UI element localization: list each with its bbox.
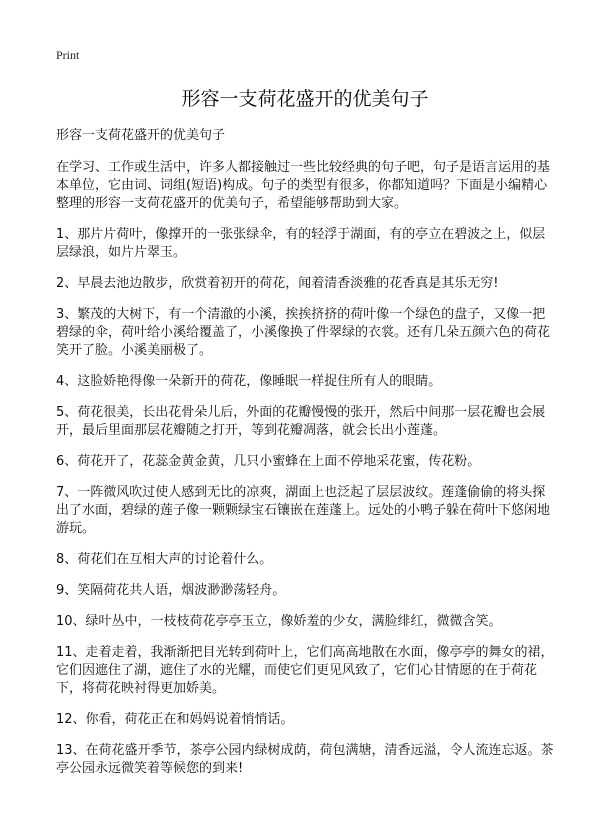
sentence-paragraph-5: 5、荷花很美，长出花骨朵儿后，外面的花瓣慢慢的张开，然后中间那一层花瓣也会展开，最后里面那层花瓣随之打开，等到花瓣凋落，就会长出小莲蓬。 <box>56 405 546 438</box>
sentence-paragraph-4: 4、这脸娇艳得像一朵新开的荷花，像睡眠一样捉住所有人的眼睛。 <box>56 374 442 389</box>
sentence-paragraph-12: 12、你看，荷花正在和妈妈说着悄悄话。 <box>56 712 294 727</box>
sentence-paragraph-2: 2、早晨去池边散步，欣赏着初开的荷花，闻着清香淡雅的花香真是其乐无穷! <box>56 276 499 291</box>
sentence-paragraph-9: 9、笑隔荷花共人语，烟波渺渺荡轻舟。 <box>56 583 286 598</box>
document-page <box>56 44 554 791</box>
sentence-paragraph-10: 10、绿叶丛中，一枝枝荷花亭亭玉立，像娇羞的少女，满脸绯红，微微含笑。 <box>56 614 502 629</box>
intro-paragraph: 在学习、工作或生活中，许多人都接触过一些比较经典的句子吧，句子是语言运用的基本单位，它由词、词组(短语)构成。句子的类型有很多，你都知道吗？下面是小编精心整理的形容一支荷花盛开的优美句子，希望能够帮助到大家。 <box>56 160 551 211</box>
sentence-paragraph-11: 11、走着走着，我渐渐把目光转到荷叶上，它们高高地散在水面，像亭亭的舞女的裙，它们因遮住了湖，遮住了水的光耀，而使它们更见风致了，它们心甘情愿的在于荷花下，将荷花映衬得更加娇美。 <box>56 645 554 696</box>
page-title: 形容一支荷花盛开的优美句子 <box>181 88 429 110</box>
sentence-paragraph-7: 7、一阵微风吹过使人感到无比的凉爽，湖面上也泛起了层层波纹。莲蓬偷偷的将头探出了水面，碧绿的莲子像一颗颗绿宝石镶嵌在莲蓬上。远处的小鸭子躲在荷叶下悠闲地游玩。 <box>56 485 551 536</box>
sentence-paragraph-6: 6、荷花开了，花蕊金黄金黄，几只小蜜蜂在上面不停地采花蜜，传花粉。 <box>56 454 481 469</box>
sentence-paragraph-3: 3、繁茂的大树下，有一个清澈的小溪，挨挨挤挤的荷叶像一个绿色的盘子，又像一把碧绿的伞，荷叶给小溪给覆盖了，小溪像换了件翠绿的衣裳。还有几朵五颜六色的荷花笑开了脸。小溪美丽极了。 <box>56 307 551 358</box>
document-subtitle: 形容一支荷花盛开的优美句子 <box>56 128 226 143</box>
sentence-paragraph-8: 8、荷花们在互相大声的讨论着什么。 <box>56 552 273 567</box>
paragraph-list <box>56 159 554 778</box>
sentence-paragraph-13: 13、在荷花盛开季节，茶亭公园内绿树成荫，荷包满塘，清香远溢，令人流连忘返。茶亭公园永远微笑着等候您的到来! <box>56 743 554 776</box>
print-link[interactable]: Print <box>56 48 80 62</box>
sentence-paragraph-1: 1、那片片荷叶，像撑开的一张张绿伞，有的轻浮于湖面，有的亭立在碧波之上，似层层绿浪，如片片翠玉。 <box>56 227 546 260</box>
